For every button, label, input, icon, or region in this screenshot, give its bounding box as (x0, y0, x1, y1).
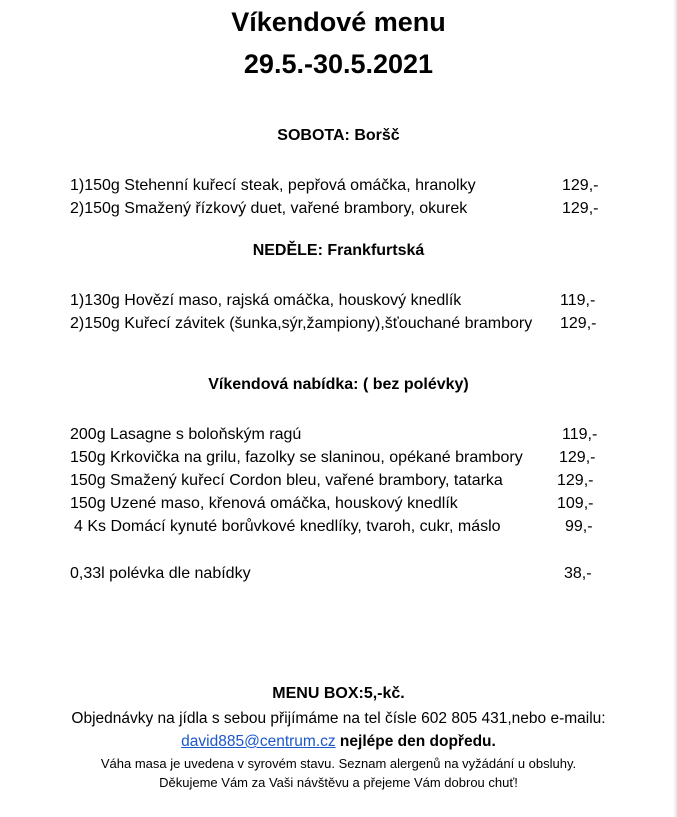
menu-item (0, 470, 677, 492)
menu-item-price: 129,- (562, 177, 599, 194)
menu-item-price: 109,- (557, 495, 594, 512)
soup-item-name: 0,33l polévka dle nabídky (70, 565, 251, 582)
menu-item-price: 119,- (560, 292, 596, 309)
menu-item-price: 129,- (562, 200, 599, 217)
menu-item (0, 290, 677, 312)
menu-item (0, 313, 677, 335)
advance-note: nejlépe den dopředu. (335, 733, 496, 750)
soup-item (0, 563, 677, 585)
menu-item (0, 447, 677, 469)
menu-item-price: 129,- (559, 449, 596, 466)
menu-item (0, 516, 677, 538)
menu-item-name: 1)150g Stehenní kuřecí steak, pepřová omáčka, hranolky (70, 177, 476, 194)
menu-item-name: 2)150g Smažený řízkový duet, vařené brambory, okurek (70, 200, 468, 217)
menu-item (0, 424, 677, 446)
order-info: Objednávky na jídla s sebou přijímáme na tel čísle 602 805 431,nebo e-mailu: (71, 710, 606, 727)
menu-title: Víkendové menu (231, 7, 446, 37)
menu-box-price: MENU BOX:5,-kč. (272, 685, 405, 702)
menu-item-name: 4 Ks Domácí kynuté borůvkové knedlíky, tvaroh, cukr, máslo (74, 518, 501, 535)
weekend-offer-heading: Víkendová nabídka: ( bez polévky) (208, 376, 469, 393)
thanks-note: Děkujeme Vám za Vaši návštěvu a přejeme Vám dobrou chuť! (159, 775, 518, 790)
saturday-heading: SOBOTA: Boršč (277, 127, 400, 144)
page-edge-shadow (673, 0, 677, 817)
weight-allergen-note: Váha masa je uvedena v syrovém stavu. Seznam alergenů na vyžádání u obsluhy. (100, 756, 577, 771)
sunday-heading: NEDĚLE: Frankfurtská (252, 242, 425, 259)
menu-date: 29.5.-30.5.2021 (243, 49, 434, 79)
menu-item (0, 198, 677, 220)
menu-item-name: 2)150g Kuřecí závitek (šunka,sýr,žampiony),šťouchané brambory (70, 315, 533, 332)
menu-item-name: 1)130g Hovězí maso, rajská omáčka, houskový knedlík (70, 292, 462, 309)
menu-item (0, 175, 677, 197)
menu-item-price: 129,- (557, 472, 594, 489)
menu-item-price: 129,- (560, 315, 597, 332)
email-link[interactable]: david885@centrum.cz (181, 733, 336, 750)
menu-item-name: 200g Lasagne s boloňským ragú (70, 426, 302, 443)
soup-item-price: 38,- (564, 565, 592, 582)
menu-item-name: 150g Smažený kuřecí Cordon bleu, vařené brambory, tatarka (70, 472, 503, 489)
menu-item-price: 119,- (562, 426, 598, 443)
menu-item (0, 493, 677, 515)
menu-item-price: 99,- (565, 518, 593, 535)
email-line (0, 732, 677, 752)
menu-item-name: 150g Uzené maso, křenová omáčka, houskový knedlík (70, 495, 458, 512)
menu-item-name: 150g Krkovička na grilu, fazolky se slaninou, opékané brambory (70, 449, 523, 466)
